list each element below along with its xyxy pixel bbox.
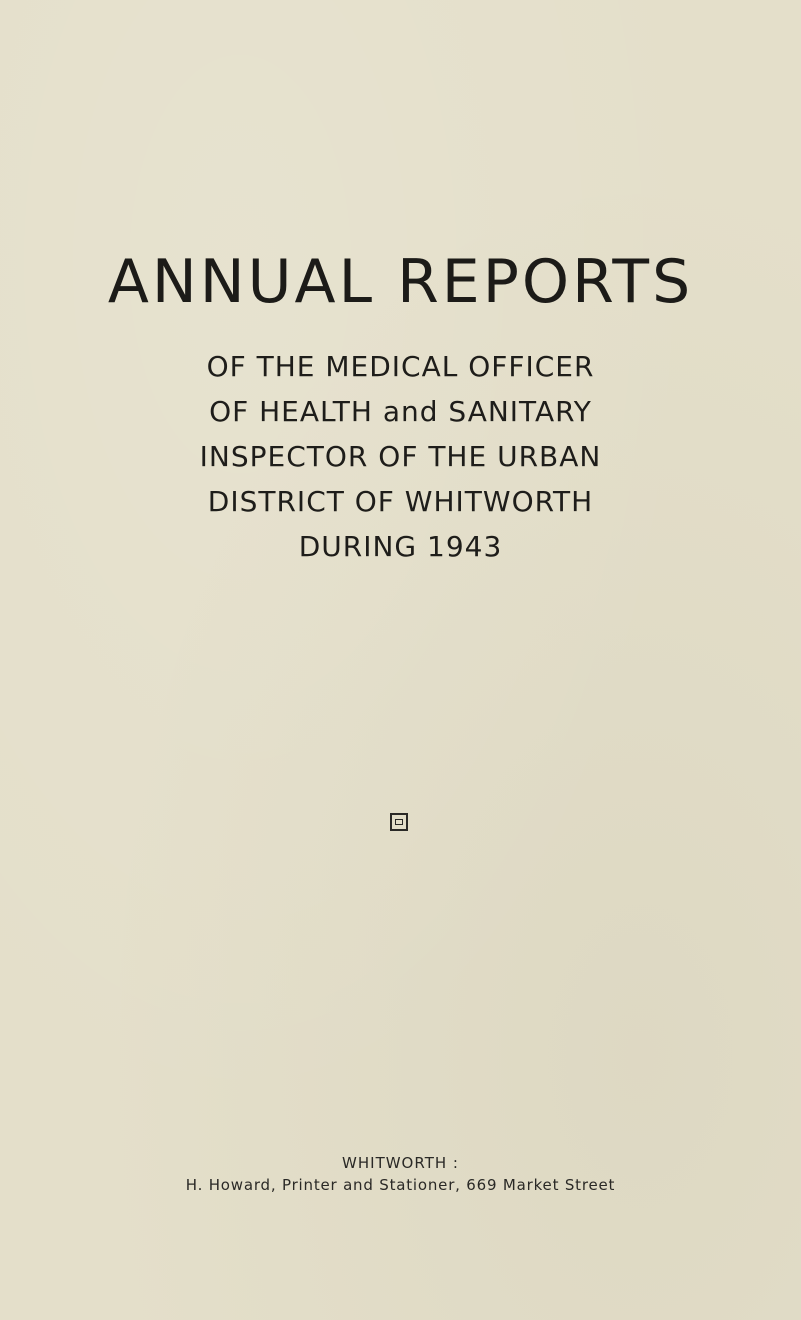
subtitle-line: DISTRICT OF WHITWORTH bbox=[207, 485, 594, 518]
subtitle-line: INSPECTOR OF THE URBAN bbox=[199, 440, 602, 473]
imprint-printer: H. Howard, Printer and Stationer, 669 Market Street bbox=[185, 1176, 616, 1194]
imprint bbox=[0, 1152, 801, 1196]
subtitle-line: OF THE MEDICAL OFFICER bbox=[206, 350, 595, 383]
printer-mark-inner bbox=[395, 819, 403, 825]
imprint-place: WHITWORTH : bbox=[342, 1154, 459, 1172]
subtitle-line: DURING 1943 bbox=[298, 530, 503, 563]
subtitle-block bbox=[0, 344, 801, 569]
page-title: ANNUAL REPORTS bbox=[107, 247, 694, 317]
subtitle-line: OF HEALTH and SANITARY bbox=[209, 395, 592, 428]
printer-mark-icon bbox=[390, 813, 408, 831]
